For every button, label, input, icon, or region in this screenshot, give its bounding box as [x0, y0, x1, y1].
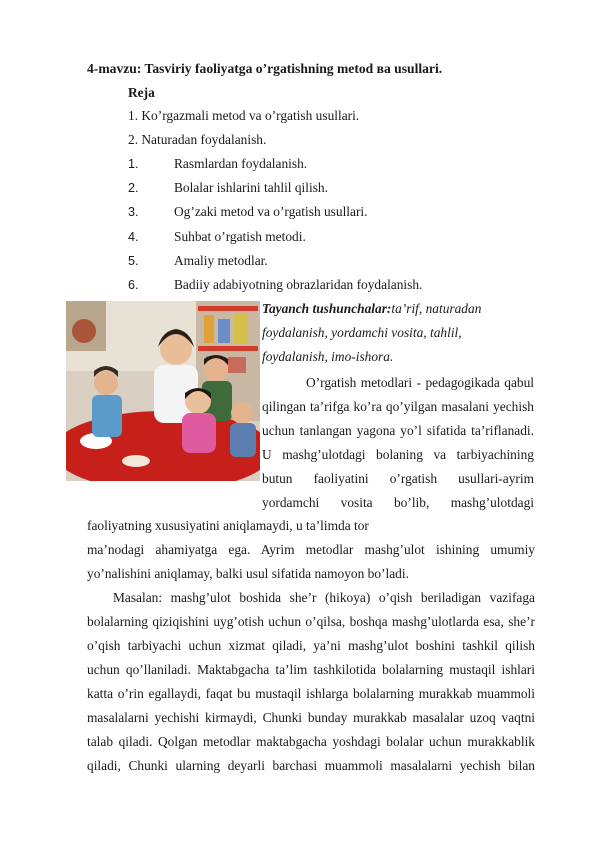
sub-item-text: Amaliy metodlar.	[174, 253, 268, 268]
classroom-illustration	[66, 301, 260, 481]
sub-item	[128, 179, 328, 197]
page-title: 4-mavzu: Tasviriy faoliyatga o’rgatishning metod ва usullari.	[87, 61, 443, 76]
plan-item: 1. Ko’rgazmali metod va o’rgatish usullari.	[128, 108, 360, 123]
sub-item-text: Badiiy adabiyotning obrazlaridan foydalanish.	[174, 277, 423, 292]
sub-item	[128, 276, 422, 294]
paragraph-line: uchun qo’llaniladi. Maktabgacha ta’lim tashkilotida bolalarning mustaqil ishlari	[87, 662, 535, 677]
paragraph-line: Masalan: mashg’ulot boshida she’r (hikoya) o’qish beriladigan vazifaga	[113, 590, 535, 605]
sub-item-number: 6.	[128, 278, 139, 292]
paragraph-line: yordamchi vosita bo’lib, mashg’ulotdagi	[262, 495, 534, 510]
paragraph-line: ma’nodagi ahamiyatga ega. Ayrim metodlar mashg’ulot ishining umumiy	[87, 542, 535, 557]
paragraph-line: masalalarni yechishi kirmaydi, Chunki bunday murakkab masalalar uzoq vaqtni	[87, 710, 535, 725]
paragraph-line: butun faoliyatini o’rgatish usullari-ayrim	[262, 471, 534, 486]
paragraph-line: talab qiladi. Qolgan metodlar maktabgacha yoshdagi bolalar uchun murakkablik	[87, 734, 535, 749]
paragraph-line: faoliyatning xususiyatini aniqlamaydi, u ta’limda tor	[87, 518, 369, 533]
sub-item	[128, 228, 306, 246]
plan-item: 2. Naturadan foydalanish.	[128, 132, 267, 147]
classroom-photo	[66, 301, 260, 481]
paragraph-line: O’rgatish metodlari - pedagogikada qabul	[306, 375, 534, 390]
paragraph-line: o’qish tarbiyachi uchun xizmat qiladi, ya’ni mashg’ulot boshini tashkil qilish	[87, 638, 535, 653]
sub-item-number: 4.	[128, 230, 139, 244]
sub-item-text: Og’zaki metod va o’rgatish usullari.	[174, 204, 368, 219]
keywords-line: foydalanish, imo-ishora.	[262, 349, 394, 364]
paragraph-line: U mashg’ulotdagi bolaning va tarbiyachining	[262, 447, 534, 462]
sub-item	[128, 155, 307, 173]
paragraph-line: yo’nalishini aniqlamay, balki usul sifatida namoyon bo’ladi.	[87, 566, 409, 581]
keywords-text: ta’rif, naturadan	[391, 301, 482, 316]
sub-item-text: Rasmlardan foydalanish.	[174, 156, 308, 171]
paragraph-line: bolalarning qiziqishini uyg’otish uchun o’qilsa, boshqa mashg’ulotlarda esa, she’r	[87, 614, 535, 629]
sub-item-number: 2.	[128, 181, 139, 195]
paragraph-line: qilingan ta’rifga ko’ra qo’yilgan masalani yechish	[262, 399, 534, 414]
sub-item-number: 5.	[128, 254, 139, 268]
sub-item-text: Suhbat o’rgatish metodi.	[174, 229, 306, 244]
sub-item	[128, 203, 368, 221]
sub-item-text: Bolalar ishlarini tahlil qilish.	[174, 180, 328, 195]
paragraph-line: uchun tanlangan yagona yo’l sifatida ta’riflanadi.	[262, 423, 534, 438]
sub-item-number: 1.	[128, 157, 139, 171]
sub-item	[128, 252, 268, 270]
paragraph-line: katta o’rin egallaydi, faqat bu mustaqil ishlarga bolalarning murakkab muammoli	[87, 686, 535, 701]
sub-item-number: 3.	[128, 205, 139, 219]
keywords-line: foydalanish, yordamchi vosita, tahlil,	[262, 325, 462, 340]
paragraph-line: qiladi, Chunki ularning deyarli barchasi muammoli masalalarni yechish bilan	[87, 758, 535, 773]
plan-heading: Reja	[128, 85, 155, 100]
keywords-label: Tayanch tushunchalar:	[262, 301, 392, 316]
keywords-line	[262, 300, 481, 318]
